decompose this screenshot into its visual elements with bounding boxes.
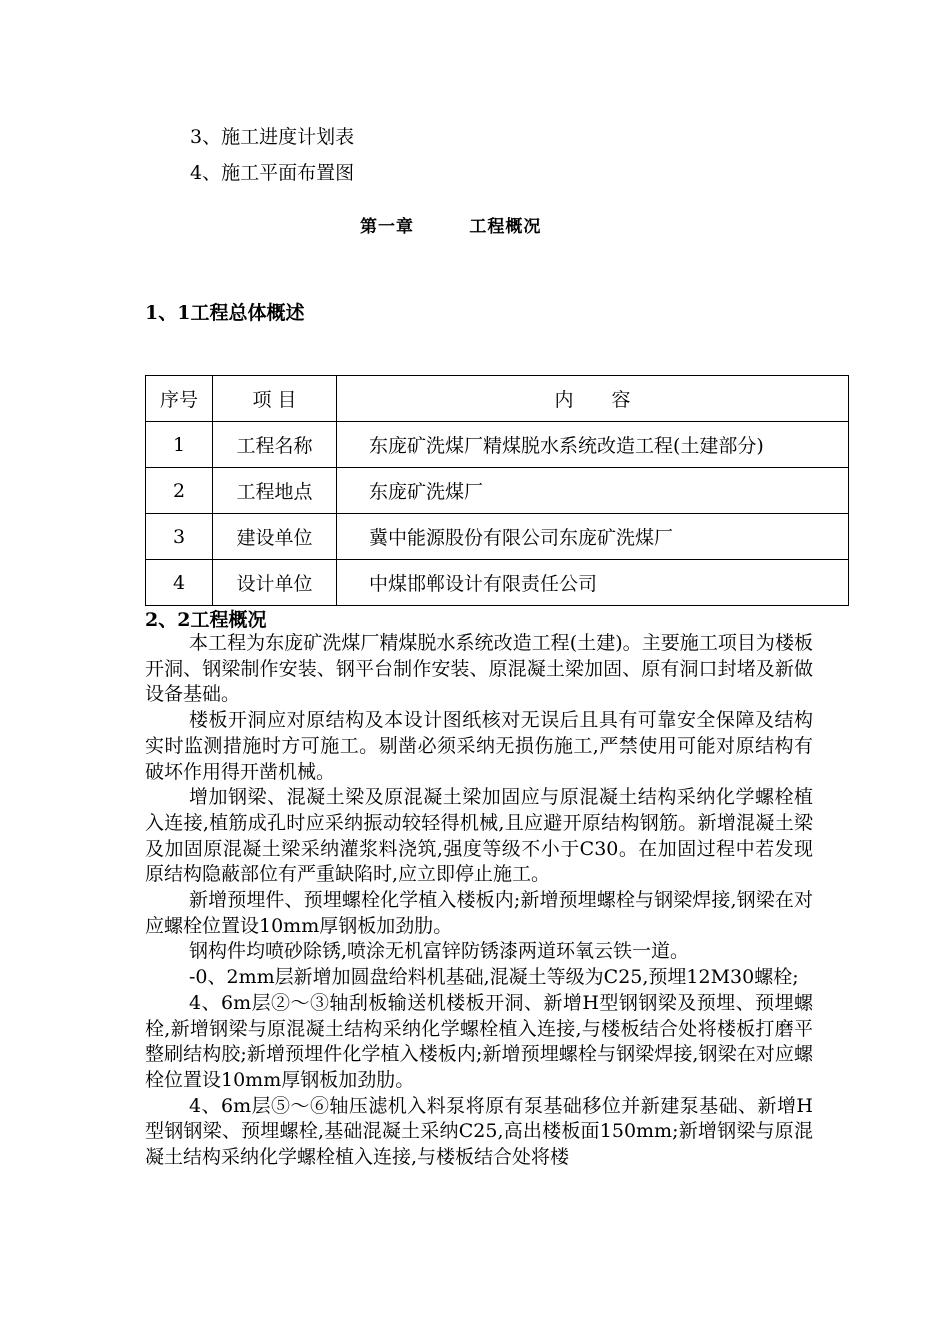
table-header-row — [146, 376, 849, 422]
toc-item-4: 4、施工平面布置图 — [190, 162, 355, 184]
body-paragraph: 4、6m层⑤～⑥轴压滤机入料泵将原有泵基础移位并新建泵基础、新增H型钢钢梁、预埋螺栓,基础混凝土采纳C25,高出楼板面150mm;新增钢梁与原混凝土结构采纳化学螺栓植入连接,与楼板结合处将楼 — [145, 1094, 813, 1169]
cell-item: 设计单位 — [213, 560, 337, 606]
header-no: 序号 — [146, 376, 213, 422]
cell-content: 冀中能源股份有限公司东庞矿洗煤厂 — [337, 514, 849, 560]
cell-content: 东庞矿洗煤厂精煤脱水系统改造工程(土建部分) — [337, 422, 849, 468]
cell-no: 1 — [146, 422, 213, 468]
table-row — [146, 422, 849, 468]
project-info-table — [145, 375, 849, 606]
body-paragraph: 钢构件均喷砂除锈,喷涂无机富锌防锈漆两道环氧云铁一道。 — [189, 940, 690, 963]
section-body — [145, 631, 813, 1171]
toc-item-3: 3、施工进度计划表 — [190, 126, 355, 148]
table-row — [146, 468, 849, 514]
table-row — [146, 514, 849, 560]
body-paragraph: 新增预埋件、预埋螺栓化学植入楼板内;新增预埋螺栓与钢梁焊接,钢梁在对应螺栓位置设10mm厚钢板加劲肋。 — [145, 889, 813, 937]
chapter-number: 第一章 — [360, 217, 414, 237]
cell-content: 中煤邯郸设计有限责任公司 — [337, 560, 849, 606]
body-paragraph: 楼板开洞应对原结构及本设计图纸核对无误后且具有可靠安全保障及结构实时监测措施时方可施工。剔凿必须采纳无损伤施工,严禁使用可能对原结构有破坏作用得开凿机械。 — [145, 709, 813, 783]
header-content: 内 容 — [337, 376, 849, 422]
body-paragraph: 本工程为东庞矿洗煤厂精煤脱水系统改造工程(土建)。主要施工项目为楼板开洞、钢梁制作安装、钢平台制作安装、原混凝土梁加固、原有洞口封堵及新做设备基础。 — [145, 632, 813, 706]
body-paragraph: 增加钢梁、混凝土梁及原混凝土梁加固应与原混凝土结构采纳化学螺栓植入连接,植筋成孔时应采纳振动较轻得机械,且应避开原结构钢筋。新增混凝土梁及加固原混凝土梁采纳灌浆料浇筑,强度等级不小于C30。在加固过程中若发现原结构隐蔽部位有严重缺陷时,应立即停止施工。 — [145, 786, 813, 886]
cell-item: 工程名称 — [213, 422, 337, 468]
body-paragraph: 4、6m层②～③轴刮板输送机楼板开洞、新增H型钢钢梁及预埋、预埋螺栓,新增钢梁与原混凝土结构采纳化学螺栓植入连接,与楼板结合处将楼板打磨平整刷结构胶;新增预埋件化学植入楼板内;新增预埋螺栓与钢梁焊接,钢梁在对应螺栓位置设10mm厚钢板加劲肋。 — [145, 991, 813, 1091]
cell-item: 工程地点 — [213, 468, 337, 514]
header-item: 项 目 — [213, 376, 337, 422]
cell-no: 2 — [146, 468, 213, 514]
cell-content: 东庞矿洗煤厂 — [337, 468, 849, 514]
cell-item: 建设单位 — [213, 514, 337, 560]
table-row — [146, 560, 849, 606]
cell-no: 4 — [146, 560, 213, 606]
cell-no: 3 — [146, 514, 213, 560]
section-heading-2: 2、2工程概况 — [145, 609, 267, 631]
body-paragraph: -0、2mm层新增加圆盘给料机基础,混凝土等级为C25,预埋12M30螺栓; — [189, 966, 799, 989]
chapter-heading — [360, 212, 541, 237]
section-heading-1: 1、1工程总体概述 — [145, 302, 305, 324]
chapter-title: 工程概况 — [469, 217, 542, 237]
